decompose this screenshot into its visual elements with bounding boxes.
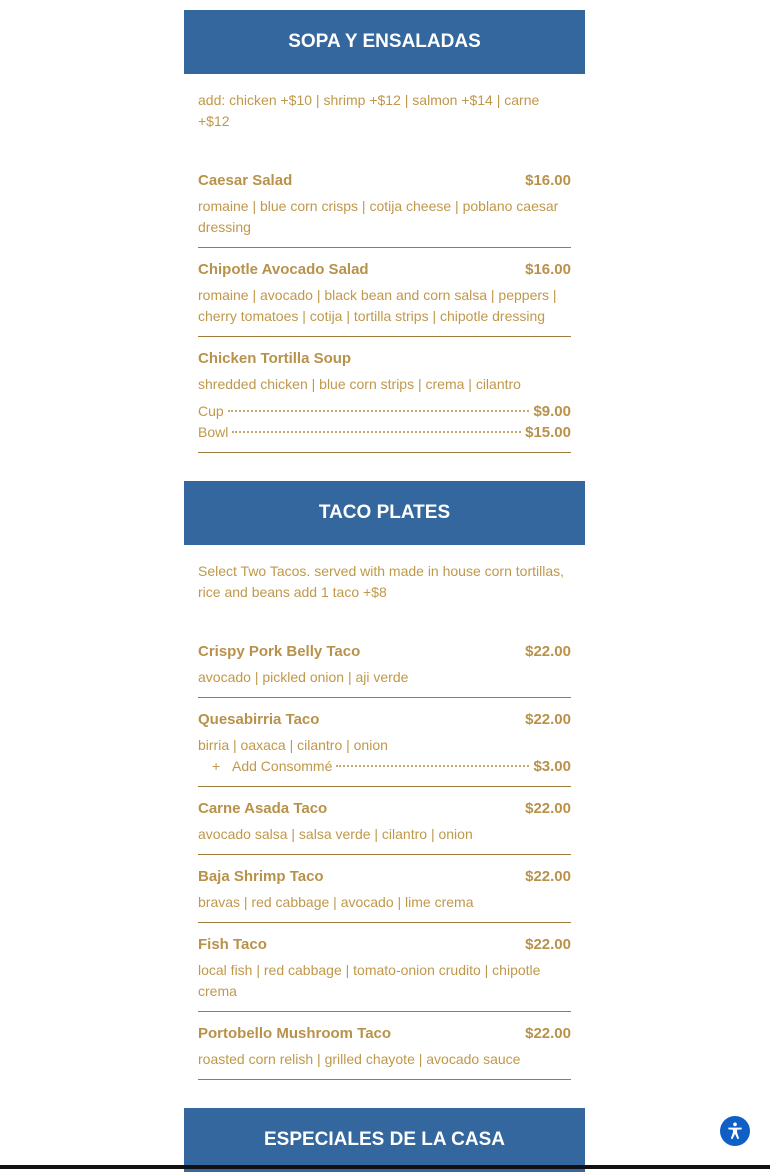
item-name: Carne Asada Taco [198,800,328,817]
item-price: $16.00 [525,172,571,189]
plus-icon: + [212,758,221,774]
item-description: birria | oaxaca | cilantro | onion [198,737,388,753]
item-name: Caesar Salad [198,172,293,189]
menu-item [198,1012,571,1080]
section-especiales [184,1108,585,1172]
item-description: roasted corn relish | grilled chayote | avocado sauce [198,1051,521,1067]
item-description: bravas | red cabbage | avocado | lime crema [198,894,474,910]
item-price: $22.00 [525,800,571,817]
section-taco-plates [184,481,585,1080]
addon-label: Add Consommé [232,758,333,774]
item-price: $22.00 [525,868,571,885]
item-price: $22.00 [525,643,571,660]
item-description: avocado | pickled onion | aji verde [198,669,409,685]
accessibility-icon [725,1121,745,1141]
item-description: romaine | avocado | black bean and corn salsa | peppers | cherry tomatoes | cotija | tortilla strips | chipotle dressing [198,287,557,324]
item-name: Chicken Tortilla Soup [198,350,352,367]
size-price: $9.00 [533,403,571,420]
item-description: local fish | red cabbage | tomato-onion crudito | chipotle crema [198,962,541,999]
menu-item [198,698,571,787]
menu-item [198,248,571,337]
dot-leader [336,765,529,767]
item-name: Crispy Pork Belly Taco [198,643,361,660]
dot-leader [228,410,530,412]
menu-item [198,855,571,923]
item-price: $22.00 [525,711,571,728]
addon-option [198,756,571,777]
section-title: ESPECIALES DE LA CASA [184,1108,585,1172]
section-intro: add: chicken +$10 | shrimp +$12 | salmon +$14 | carne +$12 [198,92,540,129]
dot-leader [232,431,521,433]
section-title: TACO PLATES [184,481,585,545]
menu-item [198,337,571,453]
size-option [198,401,571,422]
item-description: shredded chicken | blue corn strips | crema | cilantro [198,376,521,392]
item-name: Fish Taco [198,936,267,953]
item-price: $22.00 [525,936,571,953]
item-name: Chipotle Avocado Salad [198,261,369,278]
size-label: Bowl [198,424,229,440]
item-price: $22.00 [525,1025,571,1042]
menu-item [198,630,571,698]
section-intro: Select Two Tacos. served with made in house corn tortillas, rice and beans add 1 taco +$8 [198,563,564,600]
section-title: SOPA Y ENSALADAS [184,10,585,74]
item-price: $16.00 [525,261,571,278]
section-sopa-y-ensaladas [184,10,585,453]
menu-item [198,923,571,1012]
item-description: avocado salsa | salsa verde | cilantro | onion [198,826,473,842]
page-bottom-border [0,1165,770,1169]
addon-price: $3.00 [533,758,571,775]
item-name: Portobello Mushroom Taco [198,1025,392,1042]
menu [184,10,585,1172]
item-name: Quesabirria Taco [198,711,320,728]
item-description: romaine | blue corn crisps | cotija cheese | poblano caesar dressing [198,198,559,235]
menu-item [198,787,571,855]
size-option [198,422,571,443]
accessibility-button[interactable] [720,1116,750,1146]
size-price: $15.00 [525,424,571,441]
size-label: Cup [198,403,224,419]
menu-item [198,159,571,248]
item-name: Baja Shrimp Taco [198,868,324,885]
